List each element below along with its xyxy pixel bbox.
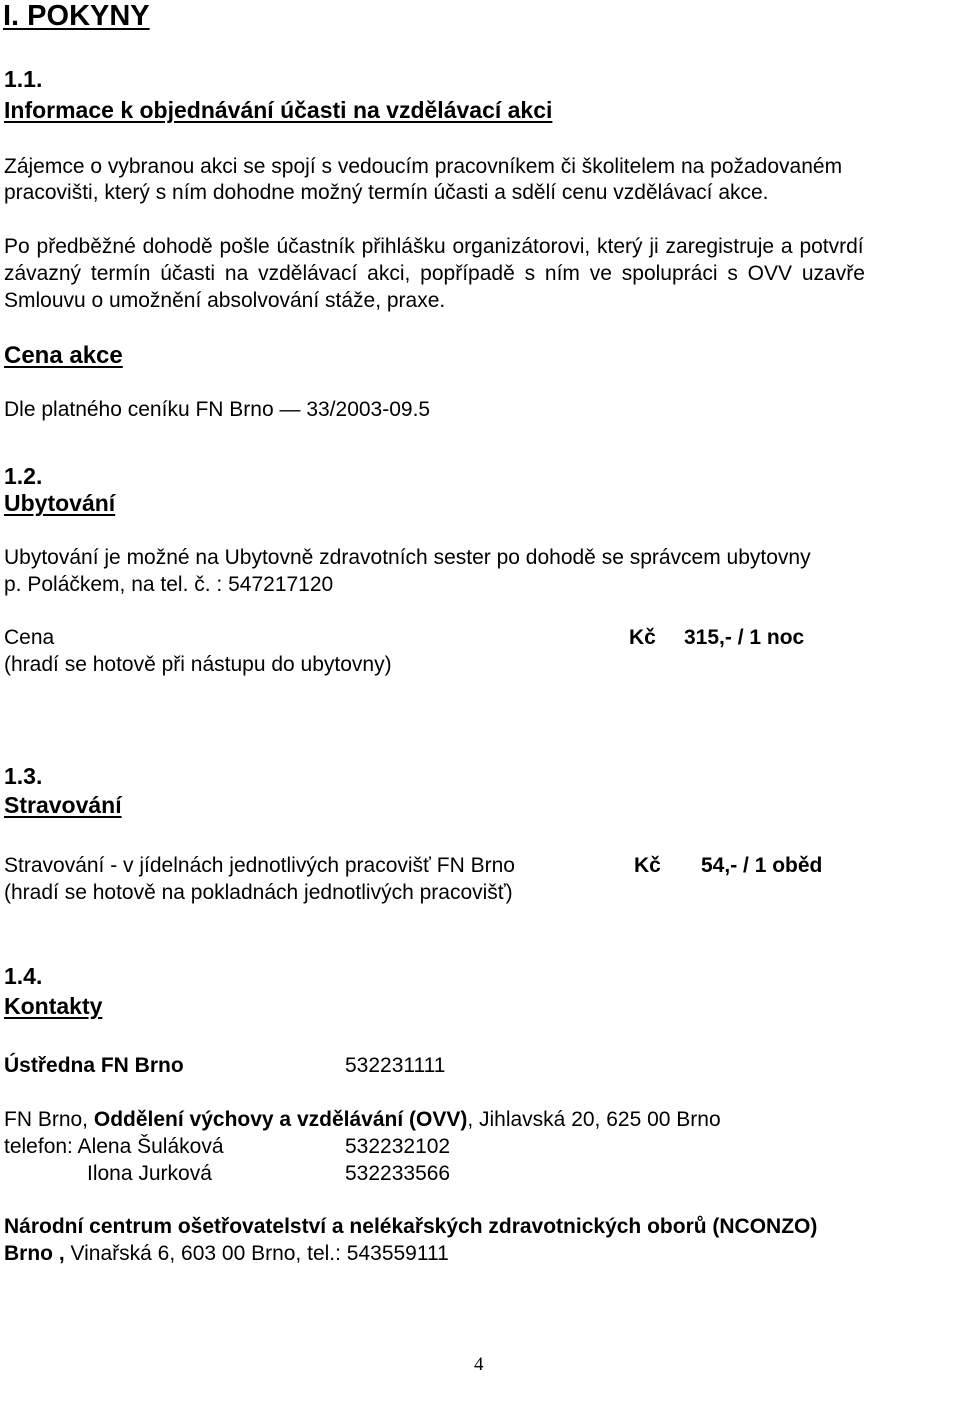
contact-ovv-prefix: FN Brno, — [4, 1108, 94, 1131]
paragraph-1-line-1: Zájemce o vybranou akci se spojí s vedoucím pracovníkem či školitelem na požadovaném — [4, 155, 843, 178]
contact-ustredna-label: Ústředna FN Brno — [4, 1054, 184, 1077]
paragraph-1-line-2: pracovišti, který s ním dohodne možný termín účasti a sdělí cenu vzdělávací akce. — [4, 181, 769, 204]
accommodation-price-value: 315,- / 1 noc — [684, 626, 805, 649]
section-1-3-number: 1.3. — [4, 763, 43, 789]
section-1-4-heading: Kontakty — [4, 993, 103, 1019]
accommodation-currency: Kč — [629, 626, 656, 649]
contact-ovv-name: Oddělení výchovy a vzdělávání (OVV) — [93, 1108, 468, 1131]
section-1-3-heading: Stravování — [4, 792, 122, 818]
accommodation-line-2: p. Poláčkem, na tel. č. : 547217120 — [4, 573, 334, 596]
dining-line-2: (hradí se hotově na pokladnách jednotlivých pracovišť) — [4, 881, 513, 904]
paragraph-2-line-3: Smlouvu o umožnění absolvování stáže, praxe. — [4, 289, 446, 312]
contact-nconzo-line-2 — [4, 1242, 449, 1266]
accommodation-price-note: (hradí se hotově při nástupu do ubytovny) — [4, 653, 392, 676]
price-heading: Cena akce — [4, 342, 123, 369]
contact-nconzo-city: Brno , — [4, 1242, 65, 1265]
page-number: 4 — [474, 1354, 484, 1375]
section-1-1-number: 1.1. — [4, 66, 43, 92]
dining-currency: Kč — [634, 854, 661, 877]
contact-telefon-label: telefon: Alena Šuláková — [4, 1135, 224, 1158]
contact-ustredna-phone: 532231111 — [345, 1054, 446, 1077]
contact-nconzo-address: Vinařská 6, 603 00 Brno, tel.: 543559111 — [64, 1242, 449, 1265]
contact-nconzo-line-1: Národní centrum ošetřovatelství a nelékařských zdravotnických oborů (NCONZO) — [4, 1215, 818, 1238]
section-1-1-heading: Informace k objednávání účasti na vzdělávací akci — [4, 97, 553, 123]
contact-phone-2: 532233566 — [345, 1162, 451, 1185]
accommodation-price-label: Cena — [4, 626, 55, 649]
price-text: Dle platného ceníku FN Brno — 33/2003-09.5 — [4, 398, 431, 421]
page-title: I. POKYNY — [3, 0, 150, 32]
section-1-2-heading: Ubytování — [4, 490, 116, 516]
paragraph-2-line-2: závazný termín účasti na vzdělávací akci, popřípadě s ním ve spolupráci s OVV uzavře — [4, 262, 865, 285]
accommodation-line-1: Ubytování je možné na Ubytovně zdravotních sester po dohodě se správcem ubytovny — [4, 546, 811, 569]
section-1-4-number: 1.4. — [4, 963, 43, 989]
dining-line-1: Stravování - v jídelnách jednotlivých pracovišť FN Brno — [4, 854, 515, 877]
contact-ovv-address: , Jihlavská 20, 625 00 Brno — [467, 1108, 721, 1131]
contact-ovv-line — [4, 1108, 721, 1132]
paragraph-2-line-1: Po předběžné dohodě pošle účastník přihlášku organizátorovi, který ji zaregistruje a potvrdí — [4, 235, 864, 258]
contact-phone-1: 532232102 — [345, 1135, 451, 1158]
section-1-2-number: 1.2. — [4, 463, 43, 489]
contact-person-2: Ilona Jurková — [87, 1162, 212, 1185]
dining-price-value: 54,- / 1 oběd — [701, 854, 823, 877]
